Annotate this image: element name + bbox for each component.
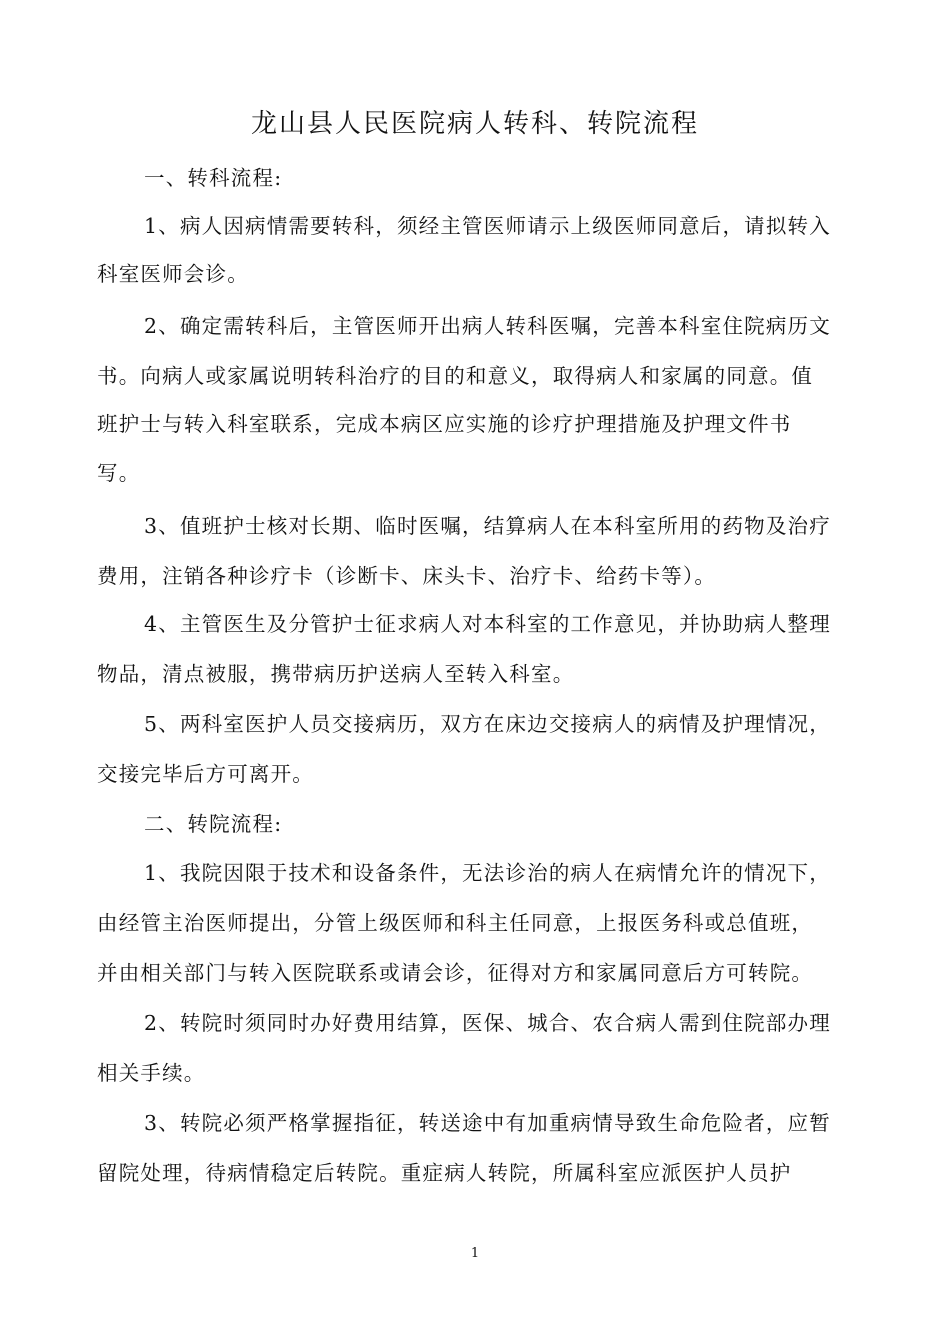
paragraph-line: 写。 (97, 461, 141, 485)
section-heading-transfer-department: 一、转科流程: (144, 166, 283, 190)
page-number: 1 (470, 1246, 480, 1261)
paragraph-line: 交接完毕后方可离开。 (97, 762, 314, 786)
paragraph-line: 科室医师会诊。 (97, 262, 249, 286)
paragraph-line: 5、两科室医护人员交接病历，双方在床边交接病人的病情及护理情况， (144, 712, 831, 736)
paragraph-line: 1、我院因限于技术和设备条件，无法诊治的病人在病情允许的情况下， (144, 861, 831, 885)
paragraph-line: 1、病人因病情需要转科，须经主管医师请示上级医师同意后，请拟转入 (144, 214, 831, 238)
paragraph-line: 物品，清点被服，携带病历护送病人至转入科室。 (97, 662, 575, 686)
paragraph-line: 班护士与转入科室联系，完成本病区应实施的诊疗护理措施及护理文件书 (97, 412, 792, 436)
paragraph-line: 4、主管医生及分管护士征求病人对本科室的工作意见，并协助病人整理 (144, 612, 831, 636)
paragraph-line: 3、转院必须严格掌握指征，转送途中有加重病情导致生命危险者，应暂 (144, 1111, 831, 1135)
paragraph-line: 书。向病人或家属说明转科治疗的目的和意义，取得病人和家属的同意。值 (97, 364, 814, 388)
section-heading-transfer-hospital: 二、转院流程: (144, 812, 283, 836)
paragraph-line: 2、确定需转科后，主管医师开出病人转科医嘱，完善本科室住院病历文 (144, 314, 831, 338)
paragraph-line: 2、转院时须同时办好费用结算，医保、城合、农合病人需到住院部办理 (144, 1011, 831, 1035)
paragraph-line: 3、值班护士核对长期、临时医嘱，结算病人在本科室所用的药物及治疗 (144, 514, 831, 538)
paragraph-line: 留院处理，待病情稳定后转院。重症病人转院，所属科室应派医护人员护 (97, 1161, 792, 1185)
paragraph-line: 由经管主治医师提出，分管上级医师和科主任同意，上报医务科或总值班， (97, 911, 814, 935)
page-title: 龙山县人民医院病人转科、转院流程 (250, 109, 699, 139)
paragraph-line: 相关手续。 (97, 1061, 206, 1085)
paragraph-line: 费用，注销各种诊疗卡（诊断卡、床头卡、治疗卡、给药卡等）。 (97, 564, 717, 588)
paragraph-line: 并由相关部门与转入医院联系或请会诊，征得对方和家属同意后方可转院。 (97, 961, 814, 985)
